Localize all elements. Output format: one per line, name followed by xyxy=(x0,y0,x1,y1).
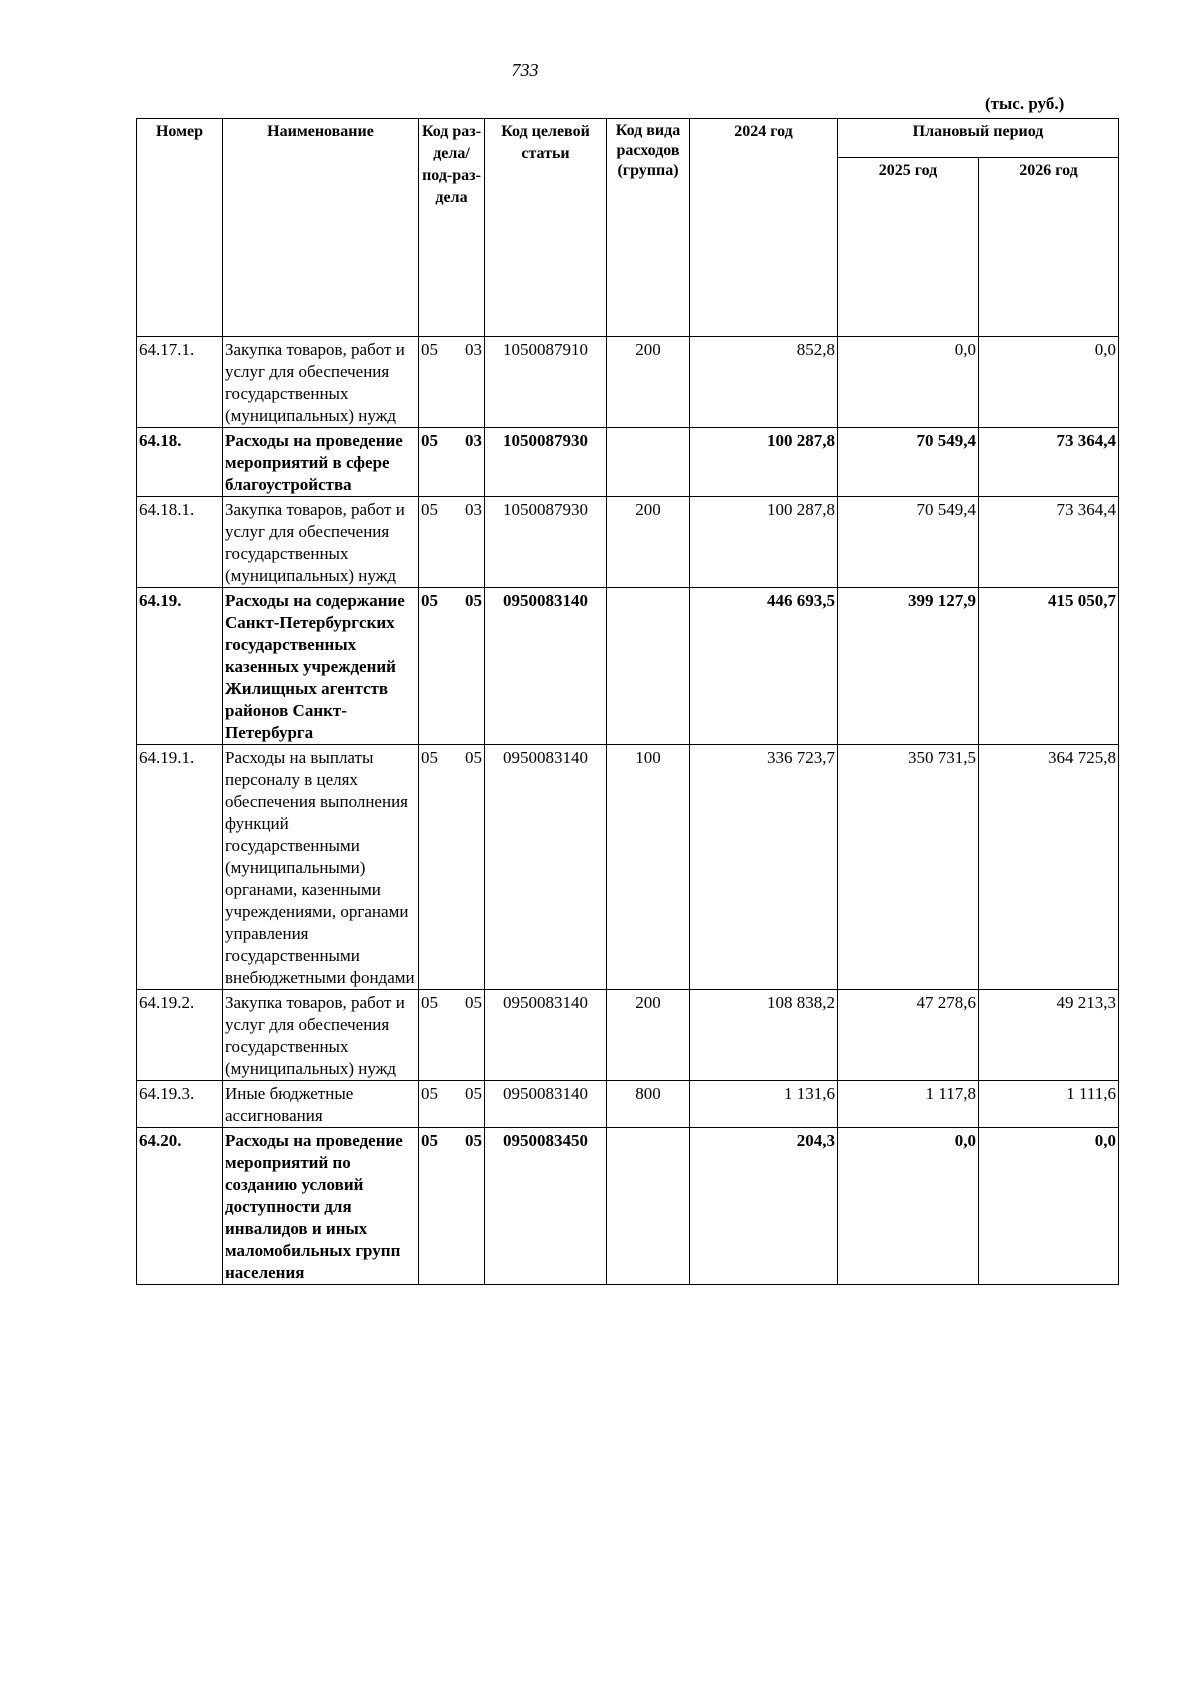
row-amount-2025: 70 549,4 xyxy=(838,497,979,588)
row-number: 64.19.2. xyxy=(137,990,223,1081)
row-target-code: 0950083140 xyxy=(485,1081,607,1128)
row-amount-2025: 350 731,5 xyxy=(838,745,979,990)
row-number: 64.17.1. xyxy=(137,337,223,428)
row-target-code: 0950083140 xyxy=(485,990,607,1081)
row-amount-2024: 100 287,8 xyxy=(690,428,838,497)
row-amount-2026: 1 111,6 xyxy=(979,1081,1119,1128)
row-razdel xyxy=(419,497,485,588)
row-podrazdel-code: 05 xyxy=(465,1131,482,1150)
row-kvr-code: 200 xyxy=(607,990,690,1081)
row-name: Закупка товаров, работ и услуг для обеспечения государственных (муниципальных) нужд xyxy=(223,337,419,428)
row-number: 64.19. xyxy=(137,588,223,745)
table-row xyxy=(137,1128,1119,1285)
header-razdel: Код раз-дела/ под-раз-дела xyxy=(419,119,485,337)
table-row xyxy=(137,990,1119,1081)
row-target-code: 1050087930 xyxy=(485,497,607,588)
row-target-code: 1050087910 xyxy=(485,337,607,428)
row-amount-2025: 47 278,6 xyxy=(838,990,979,1081)
row-kvr-code: 200 xyxy=(607,497,690,588)
row-name: Расходы на содержание Санкт-Петербургских государственных казенных учреждений Жилищных агентств районов Санкт-Петербурга xyxy=(223,588,419,745)
table-row xyxy=(137,497,1119,588)
row-amount-2026: 0,0 xyxy=(979,1128,1119,1285)
row-podrazdel-code: 03 xyxy=(465,340,482,359)
table-row xyxy=(137,428,1119,497)
page-number: 733 xyxy=(511,60,539,80)
row-number: 64.18. xyxy=(137,428,223,497)
row-target-code: 1050087930 xyxy=(485,428,607,497)
row-amount-2024: 108 838,2 xyxy=(690,990,838,1081)
row-podrazdel-code: 03 xyxy=(465,431,482,450)
row-amount-2025: 1 117,8 xyxy=(838,1081,979,1128)
header-target: Код целевой статьи xyxy=(485,119,607,337)
row-kvr-code: 100 xyxy=(607,745,690,990)
row-kvr-code xyxy=(607,1128,690,1285)
row-razdel xyxy=(419,337,485,428)
row-razdel-code: 05 xyxy=(421,340,438,359)
row-kvr-code xyxy=(607,588,690,745)
table-row xyxy=(137,337,1119,428)
header-number: Номер xyxy=(137,119,223,337)
table-row xyxy=(137,588,1119,745)
header-kvr: Код вида расходов (группа) xyxy=(607,119,690,337)
budget-table xyxy=(136,118,1119,1285)
row-razdel-code: 05 xyxy=(421,431,438,450)
header-planned-period: Плановый период xyxy=(838,119,1119,158)
row-amount-2024: 446 693,5 xyxy=(690,588,838,745)
row-podrazdel-code: 05 xyxy=(465,591,482,610)
row-number: 64.18.1. xyxy=(137,497,223,588)
row-razdel xyxy=(419,990,485,1081)
row-amount-2025: 70 549,4 xyxy=(838,428,979,497)
row-target-code: 0950083450 xyxy=(485,1128,607,1285)
units-label: (тыс. руб.) xyxy=(985,94,1065,113)
table-body xyxy=(137,337,1119,1285)
header-2025: 2025 год xyxy=(838,158,979,337)
row-number: 64.20. xyxy=(137,1128,223,1285)
row-amount-2026: 0,0 xyxy=(979,337,1119,428)
row-name: Расходы на выплаты персоналу в целях обеспечения выполнения функций государственными (муниципальными) органами, казенными учреждениями, органами управления государственными внебюджетными фондами xyxy=(223,745,419,990)
row-razdel-code: 05 xyxy=(421,993,438,1012)
row-razdel xyxy=(419,588,485,745)
row-amount-2024: 204,3 xyxy=(690,1128,838,1285)
header-2024: 2024 год xyxy=(690,119,838,337)
row-amount-2025: 399 127,9 xyxy=(838,588,979,745)
header-2026: 2026 год xyxy=(979,158,1119,337)
row-amount-2026: 73 364,4 xyxy=(979,497,1119,588)
row-number: 64.19.3. xyxy=(137,1081,223,1128)
row-amount-2025: 0,0 xyxy=(838,337,979,428)
row-podrazdel-code: 05 xyxy=(465,1084,482,1103)
table-row xyxy=(137,745,1119,990)
row-target-code: 0950083140 xyxy=(485,745,607,990)
row-amount-2026: 49 213,3 xyxy=(979,990,1119,1081)
row-name: Иные бюджетные ассигнования xyxy=(223,1081,419,1128)
row-amount-2026: 415 050,7 xyxy=(979,588,1119,745)
row-razdel xyxy=(419,1128,485,1285)
row-target-code: 0950083140 xyxy=(485,588,607,745)
row-razdel-code: 05 xyxy=(421,1084,438,1103)
row-podrazdel-code: 05 xyxy=(465,748,482,767)
table-row xyxy=(137,1081,1119,1128)
row-razdel-code: 05 xyxy=(421,500,438,519)
row-razdel-code: 05 xyxy=(421,1131,438,1150)
row-razdel-code: 05 xyxy=(421,748,438,767)
row-podrazdel-code: 05 xyxy=(465,993,482,1012)
row-amount-2024: 100 287,8 xyxy=(690,497,838,588)
row-razdel xyxy=(419,1081,485,1128)
row-kvr-code: 800 xyxy=(607,1081,690,1128)
row-name: Расходы на проведение мероприятий по созданию условий доступности для инвалидов и иных маломобильных групп населения xyxy=(223,1128,419,1285)
row-kvr-code xyxy=(607,428,690,497)
row-amount-2024: 852,8 xyxy=(690,337,838,428)
row-number: 64.19.1. xyxy=(137,745,223,990)
row-amount-2026: 73 364,4 xyxy=(979,428,1119,497)
row-amount-2025: 0,0 xyxy=(838,1128,979,1285)
row-name: Закупка товаров, работ и услуг для обеспечения государственных (муниципальных) нужд xyxy=(223,990,419,1081)
row-amount-2024: 336 723,7 xyxy=(690,745,838,990)
row-kvr-code: 200 xyxy=(607,337,690,428)
row-razdel xyxy=(419,428,485,497)
header-name: Наименование xyxy=(223,119,419,337)
row-podrazdel-code: 03 xyxy=(465,500,482,519)
row-razdel xyxy=(419,745,485,990)
row-name: Расходы на проведение мероприятий в сфере благоустройства xyxy=(223,428,419,497)
row-name: Закупка товаров, работ и услуг для обеспечения государственных (муниципальных) нужд xyxy=(223,497,419,588)
row-amount-2024: 1 131,6 xyxy=(690,1081,838,1128)
row-razdel-code: 05 xyxy=(421,591,438,610)
row-amount-2026: 364 725,8 xyxy=(979,745,1119,990)
